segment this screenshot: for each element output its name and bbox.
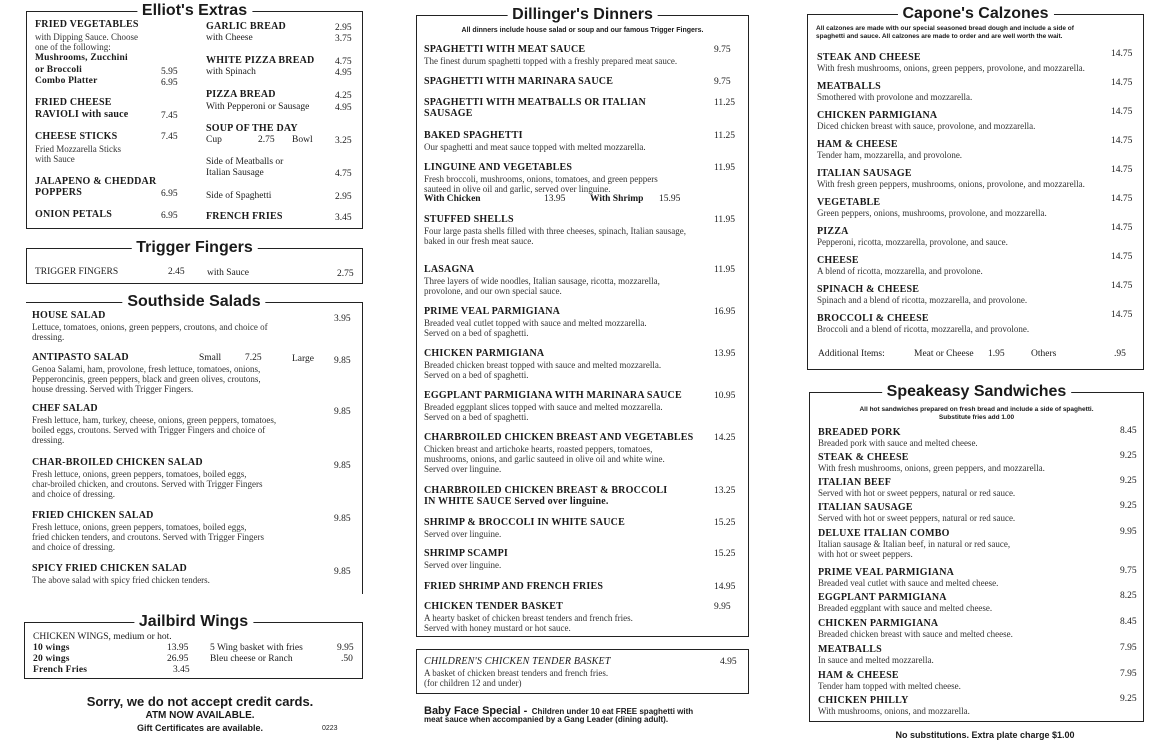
menu-item-name: CHICKEN PARMIGIANA — [817, 110, 938, 121]
menu-item-price: 14.75 — [1111, 107, 1133, 117]
menu-item-desc: Fresh lettuce, onions, green peppers, tomatoes, boiled eggs, — [32, 522, 247, 532]
menu-item-price: 6.95 — [161, 211, 178, 221]
menu-item-name: SPAGHETTI WITH MEAT SAUCE — [424, 44, 586, 55]
menu-item-price: 9.95 — [1120, 527, 1137, 537]
menu-item-name: IN WHITE SAUCE Served over linguine. — [424, 496, 609, 507]
menu-item-desc: Served over linguine. — [424, 464, 502, 474]
menu-item-price: 9.85 — [334, 407, 351, 417]
menu-code: 0223 — [322, 725, 338, 732]
menu-item-name: GARLIC BREAD — [206, 21, 286, 32]
menu-item-desc: Breaded chicken breast with sauce and melted cheese. — [818, 629, 1013, 639]
menu-item-name: HOUSE SALAD — [32, 310, 106, 321]
menu-item-price: 3.45 — [173, 665, 190, 675]
menu-item-price: 6.95 — [161, 189, 178, 199]
menu-item-name: Bowl — [292, 135, 313, 145]
menu-item-name: SHRIMP & BROCCOLI IN WHITE SAUCE — [424, 517, 625, 528]
menu-item-desc: Tender ham topped with melted cheese. — [818, 681, 961, 691]
menu-item-name: 20 wings — [33, 654, 70, 664]
menu-item-price: 14.75 — [1111, 252, 1133, 262]
additional-meat: Meat or Cheese — [914, 349, 974, 359]
menu-item-desc: Genoa Salami, ham, provolone, fresh lettuce, tomatoes, onions, — [32, 364, 261, 374]
menu-item-desc: With mushrooms, onions, and mozzarella. — [818, 706, 970, 716]
menu-item-price: 8.45 — [1120, 426, 1137, 436]
menu-item-desc: Served over linguine. — [424, 560, 502, 570]
menu-item-name: HAM & CHEESE — [818, 670, 899, 681]
menu-item-name: ITALIAN BEEF — [818, 477, 892, 488]
southside-salads-box — [26, 293, 363, 594]
menu-item-price: 4.25 — [335, 91, 352, 101]
menu-item-name: 5 Wing basket with fries — [210, 643, 303, 653]
menu-item-price: .50 — [341, 654, 353, 664]
menu-item-desc: provolone, and our own special sauce. — [424, 286, 562, 296]
menu-item-desc: Four large pasta shells filled with three cheeses, spinach, Italian sausage, — [424, 226, 687, 236]
menu-item-price: 5.95 — [161, 67, 178, 77]
menu-item-name: JALAPENO & CHEDDAR — [35, 176, 157, 187]
menu-item-name: SHRIMP SCAMPI — [424, 548, 508, 559]
menu-item-name: SPINACH & CHEESE — [817, 284, 920, 295]
menu-item-price: 13.95 — [167, 643, 189, 653]
menu-item-price: 9.85 — [334, 356, 351, 366]
menu-item-desc: with Dipping Sauce. Choose — [35, 32, 138, 42]
menu-item-price: 15.95 — [659, 194, 681, 204]
menu-item-name: LINGUINE AND VEGETABLES — [424, 162, 573, 173]
credit-card-notice: Sorry, we do not accept credit cards. — [86, 694, 314, 709]
menu-item-desc: with hot or sweet peppers. — [818, 549, 913, 559]
menu-item-desc: one of the following: — [35, 42, 111, 52]
capones-calzones-box — [807, 5, 1144, 370]
menu-item-price: 9.85 — [334, 514, 351, 524]
trigger-fingers-title: Trigger Fingers — [131, 240, 257, 256]
menu-item-price: 4.95 — [335, 68, 352, 78]
menu-item-price: 9.85 — [334, 461, 351, 471]
menu-item-name: BREADED PORK — [818, 427, 901, 438]
menu-item-price: 2.75 — [337, 269, 354, 279]
menu-item-price: 11.95 — [714, 163, 736, 173]
elliots-extras-box — [26, 2, 363, 229]
menu-item-name: Side of Spaghetti — [206, 191, 272, 201]
menu-item-desc: Broccoli and a blend of ricotta, mozzarella, and provolone. — [817, 324, 1030, 334]
menu-item-name: TRIGGER FINGERS — [35, 267, 119, 277]
menu-item-price: 26.95 — [167, 654, 189, 664]
menu-item-name: With Pepperoni or Sausage — [206, 102, 310, 112]
atm-notice: ATM NOW AVAILABLE. — [145, 710, 255, 721]
menu-item-name: 10 wings — [33, 643, 70, 653]
menu-item-desc: Breaded veal cutlet topped with sauce and melted mozzarella. — [424, 318, 647, 328]
menu-item-price: 2.45 — [168, 267, 185, 277]
speakeasy-sandwiches-title: Speakeasy Sandwiches — [882, 384, 1072, 400]
additional-others-price: .95 — [1114, 349, 1126, 359]
menu-item-name: CHICKEN TENDER BASKET — [424, 601, 564, 612]
menu-item-price: 7.95 — [1120, 669, 1137, 679]
menu-item-desc: dressing. — [32, 332, 65, 342]
menu-item-price: 14.75 — [1111, 78, 1133, 88]
menu-item-desc: Served over linguine. — [424, 529, 502, 539]
menu-item-desc: and choice of dressing. — [32, 542, 115, 552]
menu-item-price: 9.75 — [714, 45, 731, 55]
menu-item-name: BAKED SPAGHETTI — [424, 130, 523, 141]
menu-item-price: 13.95 — [544, 194, 566, 204]
menu-item-price: 4.75 — [335, 169, 352, 179]
menu-item-name: Combo Platter — [35, 76, 98, 86]
menu-item-price: 11.25 — [714, 131, 736, 141]
menu-item-desc: Breaded eggplant with sauce and melted cheese. — [818, 603, 993, 613]
menu-item-desc: house dressing. Served with Trigger Fingers. — [32, 384, 194, 394]
menu-item-size: Small — [199, 353, 222, 363]
menu-item-price: 15.25 — [714, 518, 736, 528]
trigger-fingers-box — [26, 239, 363, 284]
dillingers-subtitle: All dinners include house salad or soup and our famous Trigger Fingers. — [461, 27, 704, 34]
menu-item-desc: Tender ham, mozzarella, and provolone. — [817, 150, 963, 160]
menu-item-name: FRIED SHRIMP AND FRENCH FRIES — [424, 581, 604, 592]
menu-item-desc: (for children 12 and under) — [424, 678, 522, 688]
menu-item-desc: Lettuce, tomatoes, onions, green peppers, croutons, and choice of — [32, 322, 268, 332]
menu-item-price: 9.25 — [1120, 476, 1137, 486]
menu-item-price: 4.95 — [335, 103, 352, 113]
menu-item-desc: and choice of dressing. — [32, 489, 115, 499]
menu-item-name: Bleu cheese or Ranch — [210, 654, 293, 664]
jailbird-wings-title: Jailbird Wings — [134, 614, 253, 630]
menu-item-desc: baked in our fresh meat sauce. — [424, 236, 534, 246]
menu-item-name: SPAGHETTI WITH MARINARA SAUCE — [424, 76, 614, 87]
menu-item-price: 4.95 — [720, 657, 737, 667]
menu-item-price: 7.25 — [245, 353, 262, 363]
menu-item-name: PRIME VEAL PARMIGIANA — [424, 306, 561, 317]
speakeasy-subtitle: Substitute fries add 1.00 — [938, 414, 1015, 421]
menu-item-name: with Sauce — [207, 268, 249, 278]
menu-item-name: CHEESE STICKS — [35, 131, 118, 142]
menu-item-desc: Three layers of wide noodles, Italian sausage, ricotta, mozzarella, — [424, 276, 660, 286]
menu-item-price: 14.75 — [1111, 223, 1133, 233]
menu-item-price: 13.95 — [714, 349, 736, 359]
menu-item-price: 6.95 — [161, 78, 178, 88]
dillingers-dinners-title: Dillinger's Dinners — [507, 7, 658, 23]
menu-item-name: CHARBROILED CHICKEN BREAST AND VEGETABLES — [424, 432, 694, 443]
menu-item-name: ANTIPASTO SALAD — [32, 352, 129, 363]
menu-item-desc: A hearty basket of chicken breast tenders and french fries. — [424, 613, 633, 623]
menu-item-name: FRIED VEGETABLES — [35, 19, 139, 30]
menu-item-name: HAM & CHEESE — [817, 139, 898, 150]
menu-item-desc: Breaded veal cutlet with sauce and melted cheese. — [818, 578, 999, 588]
menu-item-name: with Spinach — [206, 67, 256, 77]
menu-item-price: 7.95 — [1120, 643, 1137, 653]
menu-item-desc: Pepperoncinis, green peppers, black and green olives, croutons, — [32, 374, 261, 384]
menu-item-desc: Chicken breast and artichoke hearts, roasted peppers, tomatoes, — [424, 444, 653, 454]
menu-item-desc: Fresh lettuce, onions, green peppers, tomatoes, boiled eggs, — [32, 469, 247, 479]
menu-item-price: 9.25 — [1120, 694, 1137, 704]
menu-item-price: 14.75 — [1111, 136, 1133, 146]
menu-item-price: 3.45 — [335, 213, 352, 223]
menu-item-name: RAVIOLI with sauce — [35, 109, 129, 120]
menu-item-desc: dressing. — [32, 435, 65, 445]
menu-item-price: 16.95 — [714, 307, 736, 317]
menu-item-price: 8.25 — [1120, 591, 1137, 601]
jailbird-wings-box — [24, 613, 363, 679]
menu-item-desc: With fresh green peppers, mushrooms, onions, provolone, and mozzarella. — [817, 179, 1085, 189]
menu-item-name: EGGPLANT PARMIGIANA WITH MARINARA SAUCE — [424, 390, 682, 401]
menu-item-price: 8.45 — [1120, 617, 1137, 627]
menu-item-desc: Breaded pork with sauce and melted cheese. — [818, 438, 978, 448]
menu-item-name: PRIME VEAL PARMIGIANA — [818, 567, 955, 578]
menu-item-option: With Shrimp — [590, 194, 644, 204]
menu-item-name: or Broccoli — [35, 65, 82, 75]
menu-item-name: Side of Meatballs or — [206, 157, 284, 167]
menu-item-option: With Chicken — [424, 194, 481, 204]
menu-item-desc: Served with hot or sweet peppers, natural or red sauce. — [818, 513, 1016, 523]
menu-item-name: LASAGNA — [424, 264, 475, 275]
menu-item-name: SAUSAGE — [424, 108, 473, 119]
menu-item-name: Italian Sausage — [206, 168, 264, 178]
menu-item-desc: The finest durum spaghetti topped with a freshly prepared meat sauce. — [424, 56, 678, 66]
menu-item-desc: Green peppers, onions, mushrooms, provolone, and mozzarella. — [817, 208, 1047, 218]
menu-item-price: 7.45 — [161, 111, 178, 121]
menu-item-desc: A basket of chicken breast tenders and french fries. — [424, 668, 609, 678]
menu-item-price: 9.75 — [1120, 566, 1137, 576]
menu-item-price: 14.75 — [1111, 281, 1133, 291]
menu-item-desc: A blend of ricotta, mozzarella, and provolone. — [817, 266, 983, 276]
menu-item-desc: Smothered with provolone and mozzarella. — [817, 92, 973, 102]
menu-item-name: EGGPLANT PARMIGIANA — [818, 592, 947, 603]
menu-item-name: Mushrooms, Zucchini — [35, 53, 128, 63]
menu-item-desc: mushrooms, onions, and garlic sauteed in olive oil and white wine. — [424, 454, 665, 464]
menu-item-name: VEGETABLE — [817, 197, 881, 208]
menu-item-price: 2.95 — [335, 23, 352, 33]
menu-item-price: 14.75 — [1111, 49, 1133, 59]
menu-item-name: BROCCOLI & CHEESE — [817, 313, 929, 324]
menu-item-name: ITALIAN SAUSAGE — [818, 502, 913, 513]
menu-item-price: 3.25 — [335, 136, 352, 146]
menu-item-desc: Served on a bed of spaghetti. — [424, 328, 529, 338]
menu-item-price: 9.75 — [714, 77, 731, 87]
menu-item-name: ITALIAN SAUSAGE — [817, 168, 912, 179]
menu-item-price: 9.25 — [1120, 501, 1137, 511]
menu-item-name: FRIED CHICKEN SALAD — [32, 510, 154, 521]
dillingers-dinners-box — [416, 6, 749, 637]
menu-item-price: 9.85 — [334, 567, 351, 577]
menu-item-desc: With fresh mushrooms, onions, green peppers, and mozzarella. — [818, 463, 1045, 473]
childrens-box — [416, 649, 749, 694]
menu-item-name: CHARBROILED CHICKEN BREAST & BROCCOLI — [424, 485, 668, 496]
menu-item-price: 10.95 — [714, 391, 736, 401]
menu-item-desc: The above salad with spicy fried chicken tenders. — [32, 575, 210, 585]
menu-item-name: FRIED CHEESE — [35, 97, 112, 108]
menu-item-name: CHICKEN PARMIGIANA — [818, 618, 939, 629]
menu-item-price: 11.25 — [714, 98, 736, 108]
additional-meat-price: 1.95 — [988, 349, 1005, 359]
menu-item-desc: Pepperoni, ricotta, mozzarella, provolone, and sauce. — [817, 237, 1008, 247]
menu-item-price: 3.75 — [335, 34, 352, 44]
menu-item-name: Cup — [206, 135, 222, 145]
menu-item-desc: fried chicken tenders, and croutons. Served with Trigger Fingers — [32, 532, 264, 542]
menu-item-name: POPPERS — [35, 187, 82, 198]
menu-item-name: PIZZA BREAD — [206, 89, 276, 100]
additional-others: Others — [1031, 349, 1057, 359]
menu-item-name: CHEESE — [817, 255, 859, 266]
menu-item-name: SPAGHETTI WITH MEATBALLS OR ITALIAN — [424, 97, 646, 108]
menu-item-desc: Italian sausage & Italian beef, in natural or red sauce, — [818, 539, 1011, 549]
menu-item-price: 7.45 — [161, 132, 178, 142]
speakeasy-sandwiches-box — [809, 383, 1144, 722]
menu-item-desc: boiled eggs, croutons. Served with Trigger Fingers and choice of — [32, 425, 266, 435]
menu-item-price: 14.75 — [1111, 310, 1133, 320]
menu-item-name: CHICKEN PARMIGIANA — [424, 348, 545, 359]
menu-item-name: CHICKEN WINGS, medium or hot. — [33, 632, 172, 642]
menu-item-name: with Cheese — [206, 33, 253, 43]
menu-item-price: 9.25 — [1120, 451, 1137, 461]
menu-item-name: CHILDREN'S CHICKEN TENDER BASKET — [424, 656, 611, 667]
menu-item-desc: char-broiled chicken, and croutons. Served with Trigger Fingers — [32, 479, 263, 489]
menu-item-price: 14.95 — [714, 582, 736, 592]
menu-item-desc: Breaded chicken breast topped with sauce and melted mozzarella. — [424, 360, 662, 370]
capones-calzones-title: Capone's Calzones — [897, 6, 1053, 22]
speakeasy-footer: No substitutions. Extra plate charge $1.00 — [895, 730, 1075, 740]
menu-item-desc: Fresh broccoli, mushrooms, onions, tomatoes, and green peppers — [424, 174, 658, 184]
menu-item-desc: Served with hot or sweet peppers, natural or red sauce. — [818, 488, 1016, 498]
menu-item-name: SPICY FRIED CHICKEN SALAD — [32, 563, 187, 574]
menu-item-desc: Fresh lettuce, ham, turkey, cheese, onions, green peppers, tomatoes, — [32, 415, 277, 425]
menu-item-desc: Breaded eggplant slices topped with sauce and melted mozzarella. — [424, 402, 663, 412]
menu-item-name: STEAK AND CHEESE — [817, 52, 921, 63]
menu-item-desc: Spinach and a blend of ricotta, mozzarella, and provolone. — [817, 295, 1028, 305]
menu-item-name: STEAK & CHEESE — [818, 452, 909, 463]
menu-item-desc: In sauce and melted mozzarella. — [818, 655, 934, 665]
menu-item-price: 3.95 — [334, 314, 351, 324]
menu-item-desc: Served on a bed of spaghetti. — [424, 412, 529, 422]
menu-item-name: PIZZA — [817, 226, 849, 237]
menu-item-name: CHAR-BROILED CHICKEN SALAD — [32, 457, 203, 468]
capones-subtitle: spaghetti and sauce. All calzones are made to order and are well worth the wait. — [816, 33, 1063, 40]
menu-item-price: 4.75 — [335, 57, 352, 67]
gift-certificate-notice: Gift Certificates are available. — [136, 723, 264, 733]
baby-face-line1: Children under 10 eat FREE spaghetti with — [531, 707, 694, 716]
menu-item-price: 9.95 — [714, 602, 731, 612]
menu-item-name: STUFFED SHELLS — [424, 214, 514, 225]
menu-item-name: FRENCH FRIES — [206, 211, 283, 222]
menu-item-desc: Served with honey mustard or hot sauce. — [424, 623, 571, 633]
menu-item-desc: With fresh mushrooms, onions, green peppers, provolone, and mozzarella. — [817, 63, 1085, 73]
menu-item-size: Large — [292, 354, 314, 364]
menu-item-price: 13.25 — [714, 486, 736, 496]
menu-item-name: MEATBALLS — [817, 81, 881, 92]
menu-item-name: French Fries — [33, 665, 88, 675]
menu-item-desc: Fried Mozzarella Sticks — [35, 144, 121, 154]
menu-item-desc: sauteed in olive oil and garlic, served over linguine. — [424, 184, 611, 194]
menu-item-name: WHITE PIZZA BREAD — [206, 55, 315, 66]
menu-item-price: 2.95 — [335, 192, 352, 202]
menu-item-name: SOUP OF THE DAY — [206, 123, 298, 134]
additional-label: Additional Items: — [818, 349, 885, 359]
menu-item-price: 11.95 — [714, 215, 736, 225]
menu-item-name: DELUXE ITALIAN COMBO — [818, 528, 950, 539]
southside-salads-title: Southside Salads — [122, 294, 265, 310]
menu-item-name: CHEF SALAD — [32, 403, 98, 414]
baby-face-title: Baby Face Special - — [424, 705, 528, 717]
speakeasy-subtitle: All hot sandwiches prepared on fresh bread and include a side of spaghetti. — [859, 406, 1094, 413]
baby-face-line2: meat sauce when accompanied by a Gang Leader (dining adult). — [424, 715, 669, 724]
menu-item-price: 14.75 — [1111, 165, 1133, 175]
menu-item-desc: Served on a bed of spaghetti. — [424, 370, 529, 380]
capones-subtitle: All calzones are made with our special seasoned bread dough and include a side of — [816, 25, 1074, 32]
menu-item-name: MEATBALLS — [818, 644, 882, 655]
menu-item-price: 2.75 — [258, 135, 275, 145]
elliots-extras-title: Elliot's Extras — [137, 3, 252, 19]
menu-item-name: CHICKEN PHILLY — [818, 695, 909, 706]
menu-item-desc: Our spaghetti and meat sauce topped with melted mozzarella. — [424, 142, 646, 152]
menu-item-price: 9.95 — [337, 643, 354, 653]
menu-item-name: ONION PETALS — [35, 209, 112, 220]
menu-item-desc: with Sauce — [35, 154, 75, 164]
menu-item-desc: Diced chicken breast with sauce, provolone, and mozzarella. — [817, 121, 1036, 131]
menu-item-price: 14.75 — [1111, 194, 1133, 204]
menu-item-price: 11.95 — [714, 265, 736, 275]
menu-item-price: 15.25 — [714, 549, 736, 559]
menu-item-price: 14.25 — [714, 433, 736, 443]
